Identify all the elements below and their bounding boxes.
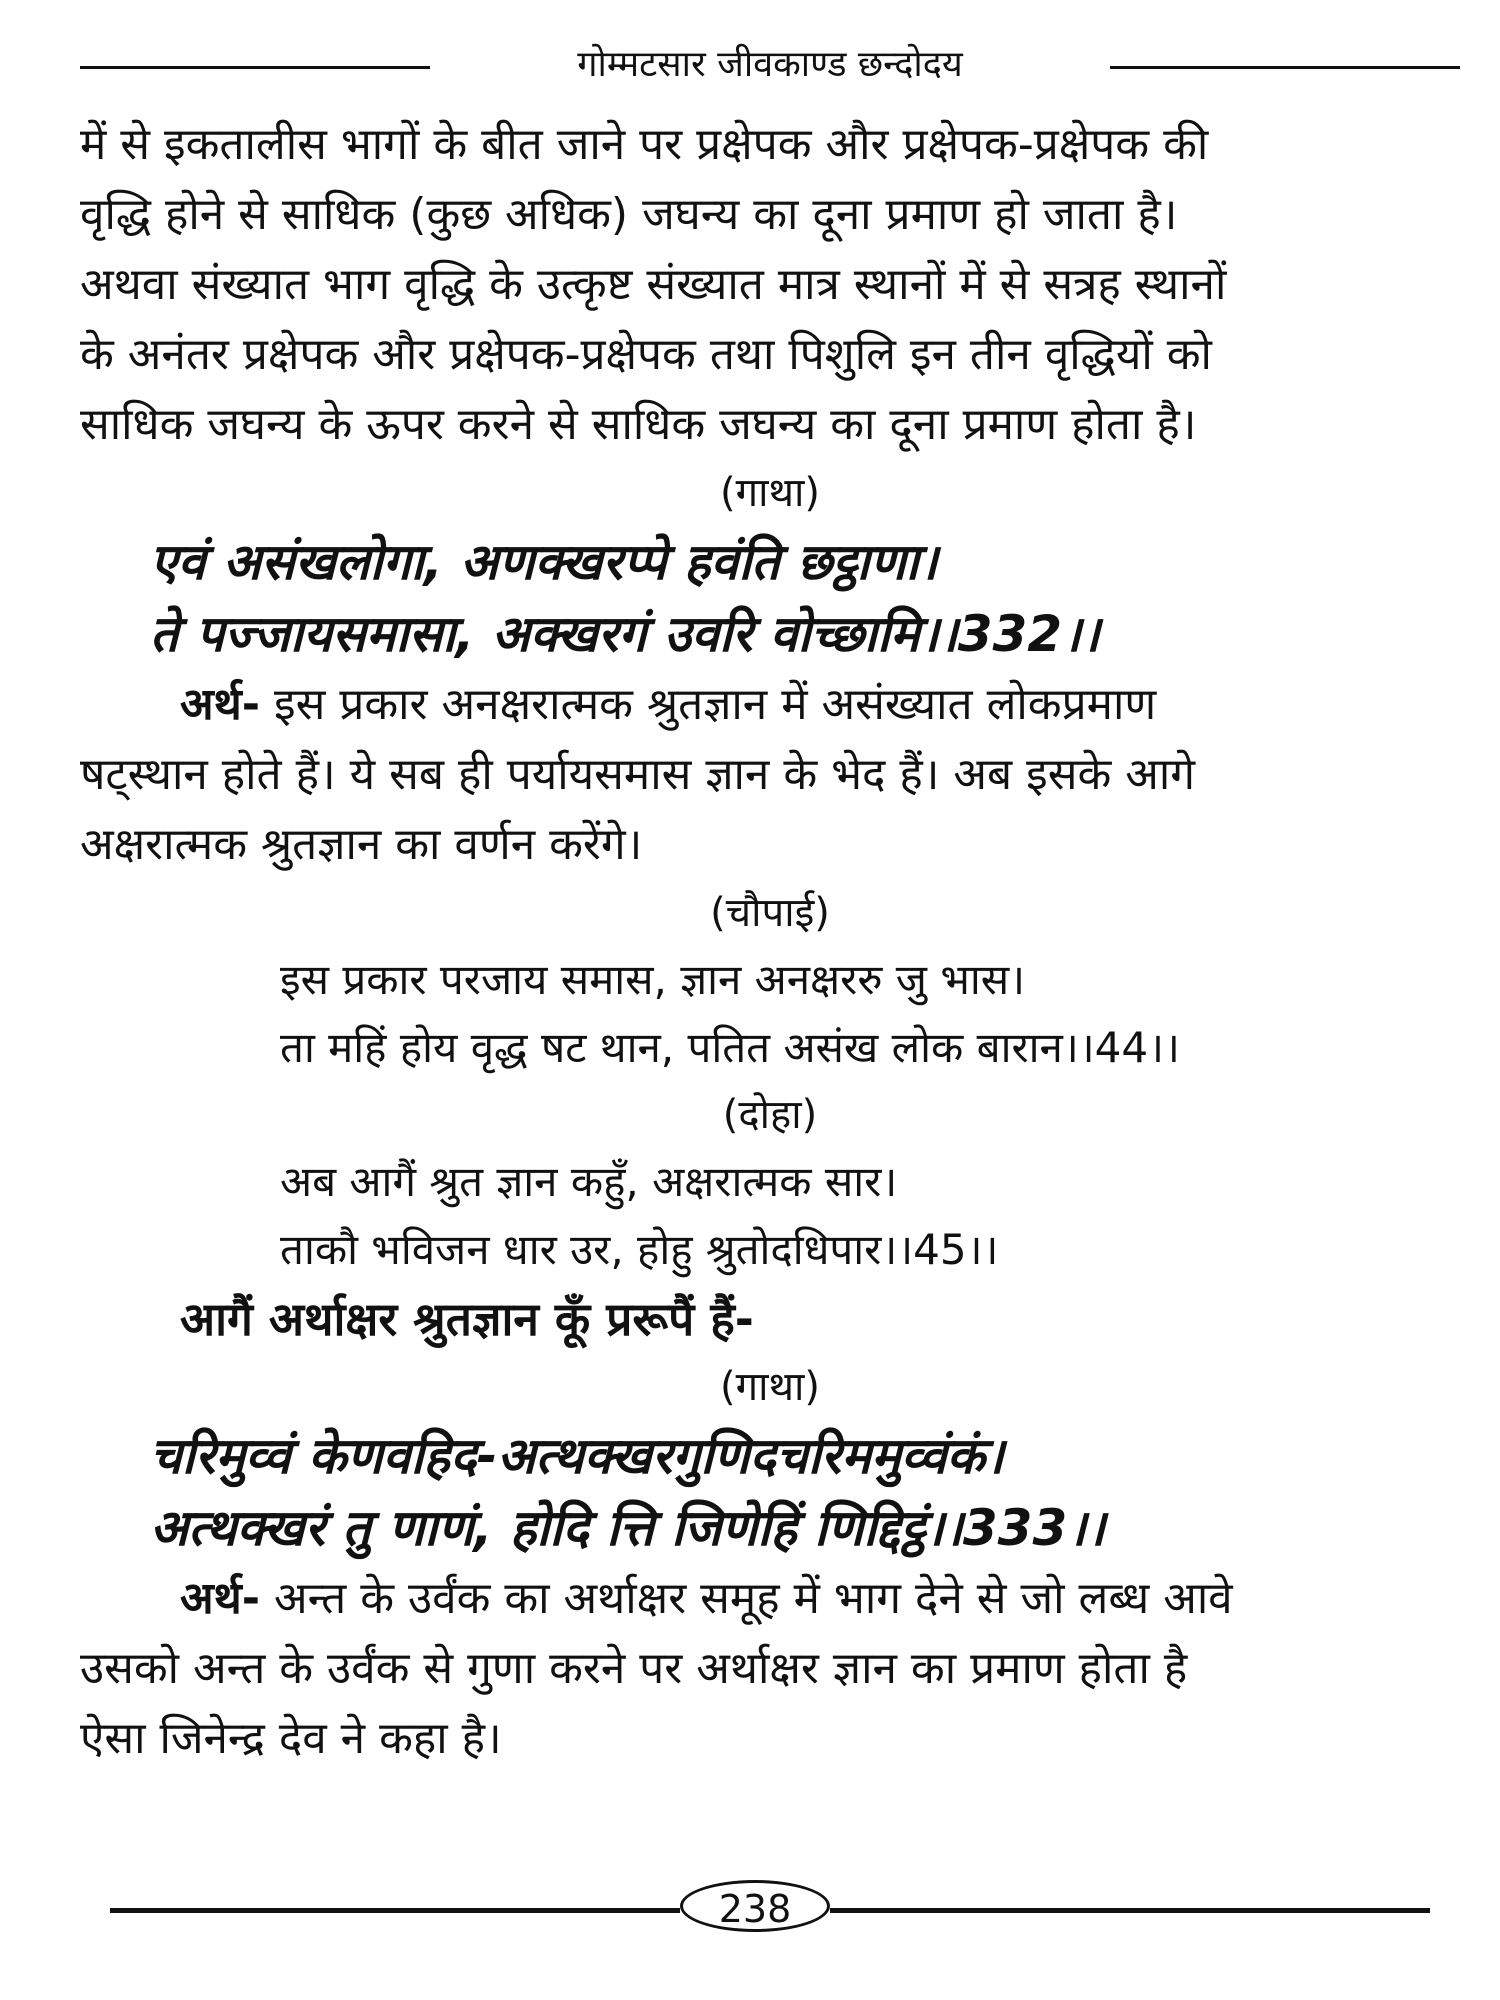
- header-rule-right: [1110, 66, 1460, 69]
- section-subheading: आगैं अर्थाक्षर श्रुतज्ञान कूँ प्ररूपैं हैं-: [180, 1292, 754, 1346]
- paragraph-continued: [80, 110, 1460, 460]
- running-header-title: गोम्मटसार जीवकाण्ड छन्दोदय: [577, 44, 963, 85]
- text-line: [80, 670, 1460, 740]
- verse-line: ताकौ भविजन धार उर, होहु श्रुतोदधिपार।।45।।: [280, 1225, 999, 1274]
- text-line: षट्स्थान होते हैं। ये सब ही पर्यायसमास ज्ञान के भेद हैं। अब इसके आगे: [80, 749, 1196, 800]
- gatha-line: ते पज्जायसमासा, अक्खरगं उवरि वोच्छामि।।332।।: [150, 605, 1100, 663]
- gatha-verse-333: [80, 1420, 1460, 1564]
- chaupai-verse-44: [80, 946, 1460, 1082]
- text-line: अथवा संख्यात भाग वृद्धि के उत्कृष्ट संख्यात मात्र स्थानों में से सत्रह स्थानों: [80, 259, 1227, 310]
- meaning-text: अन्त के उर्वंक का अर्थाक्षर समूह में भाग देने से जो लब्ध आवे: [260, 1573, 1233, 1624]
- page-number: 238: [680, 1880, 830, 1932]
- doha-verse-45: [80, 1148, 1460, 1284]
- meaning-label: अर्थ-: [180, 1573, 260, 1624]
- meaning-label: अर्थ-: [180, 679, 260, 730]
- text-line: अक्षरात्मक श्रुतज्ञान का वर्णन करेंगे।: [80, 819, 643, 870]
- footer-rule-left: [110, 1908, 680, 1913]
- verse-line: ता महिं होय वृद्ध षट थान, पतित असंख लोक बारान।।44।।: [280, 1023, 1180, 1072]
- text-line: साधिक जघन्य के ऊपर करने से साधिक जघन्य का दूना प्रमाण होता है।: [80, 399, 1197, 450]
- text-line: [80, 1564, 1460, 1634]
- gatha-label: (गाथा): [719, 1364, 820, 1410]
- gatha-line: एवं असंखलोगा, अणक्खरप्पे हवंति छट्ठाणा।: [150, 533, 938, 591]
- meaning-paragraph-2: [80, 1564, 1460, 1774]
- meaning-paragraph-1: [80, 670, 1460, 880]
- meaning-text: इस प्रकार अनक्षरात्मक श्रुतज्ञान में असंख्यात लोकप्रमाण: [260, 679, 1157, 730]
- page-body: [80, 110, 1460, 1774]
- running-header: [80, 30, 1460, 100]
- text-line: ऐसा जिनेन्द्र देव ने कहा है।: [80, 1713, 502, 1764]
- text-line: के अनंतर प्रक्षेपक और प्रक्षेपक-प्रक्षेपक तथा पिशुलि इन तीन वृद्धियों को: [80, 329, 1212, 380]
- page-footer: [110, 1880, 1430, 1940]
- header-rule-left: [80, 66, 430, 69]
- chaupai-label: (चौपाई): [710, 890, 830, 936]
- gatha-line: चरिमुव्वं केणवहिद-अत्थक्खरगुणिदचरिममुव्वंकं।: [150, 1427, 1004, 1485]
- verse-line: इस प्रकार परजाय समास, ज्ञान अनक्षररु जु भास।: [280, 955, 1026, 1004]
- text-line: उसको अन्त के उर्वंक से गुणा करने पर अर्थाक्षर ज्ञान का प्रमाण होता है: [80, 1643, 1188, 1694]
- gatha-verse-332: [80, 526, 1460, 670]
- text-line: वृद्धि होने से साधिक (कुछ अधिक) जघन्य का दूना प्रमाण हो जाता है।: [80, 189, 1178, 240]
- gatha-line: अत्थक्खरं तु णाणं, होदि त्ति जिणेहिं णिद्दिट्ठं।।333।।: [150, 1499, 1106, 1557]
- verse-line: अब आगैं श्रुत ज्ञान कहुँ, अक्षरात्मक सार।: [280, 1157, 898, 1206]
- gatha-label: (गाथा): [719, 470, 820, 516]
- footer-rule-right: [830, 1908, 1430, 1913]
- doha-label: (दोहा): [722, 1092, 818, 1138]
- text-line: में से इकतालीस भागों के बीत जाने पर प्रक्षेपक और प्रक्षेपक-प्रक्षेपक की: [80, 119, 1209, 170]
